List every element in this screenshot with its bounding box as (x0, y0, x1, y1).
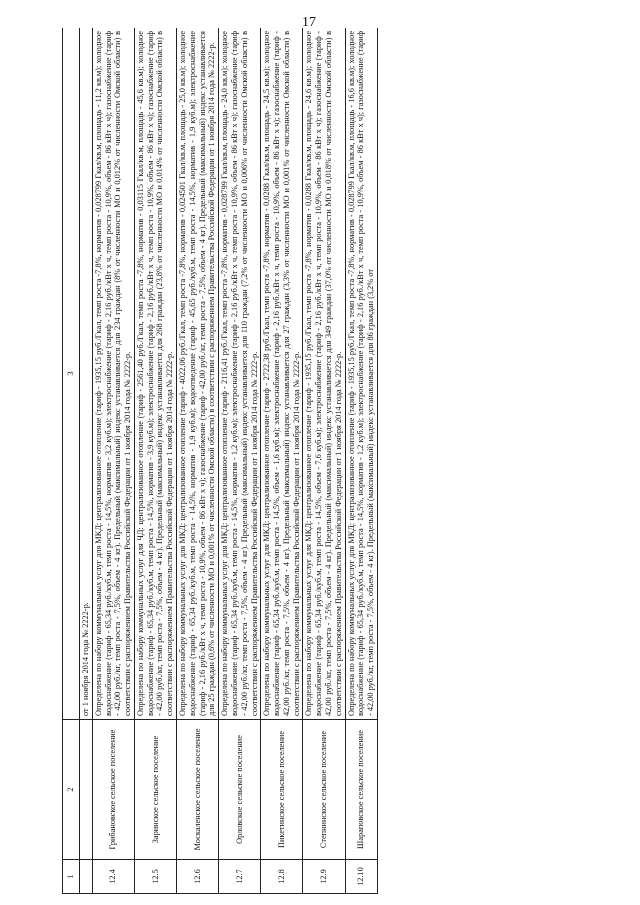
table-row (345, 28, 377, 894)
table-header-row (63, 28, 80, 894)
row-description: Определена по набору коммунальных услуг для МКД: централизованное отопление (тариф - 1935,15 руб./Гкал, темп роста -7,8%, норматив - 0,028799 Гкал/кв.м, площадь - 11,2 кв.м); холодное водоснабжение (тариф - 65,34 руб./куб.м, темп роста - 14,5%, норматив - 3,2 куб.м); электроснабжение (тариф - 2,16 руб./кВт х ч, темп роста - 10,9%, объем - 86 кВт х ч); газоснабжение (тариф - 42,00 руб./кг, темп роста - 7,5%, объем - 4 кг). Предельный (максимальный) индекс устанавливается для 234 граждан (8% от численности МО и 0,012% от численности Омской области) в соответствии с распоряжением Правительства Российской Федерации от 1 ноября 2014 года № 2222-р. (92, 28, 134, 720)
settlement-name: Москаленское сельское поселение (177, 720, 219, 860)
continuation-row (80, 28, 93, 894)
column-header-3: 3 (63, 28, 80, 720)
settlement-name: Орловское сельское поселение (219, 720, 261, 860)
row-description: Определена по набору коммунальных услуг для МКД: централизованное отопление (тариф - 1935,15 руб./Гкал, темп роста -7,8%, норматив - 0,0288 Гкал/кв.м, площадь - 24,6 кв.м); холодное водоснабжение (тариф - 65,34 руб./куб.м, темп роста - 14,5%, объем - 7,6 куб.м); электроснабжение (тариф - 2,16 руб./кВт х ч, темп роста - 10,9%, объем - 86 кВт х ч); газоснабжение (тариф - 42,00 руб./кг, темп роста - 7,5%, объем - 4 кг). Предельный (максимальный) индекс устанавливается для 349 граждан (37,0% от численности МО и 0,018% от численности Омской области) в соответствии с распоряжением Правительства Российской Федерации от 1 ноября 2014 года № 2222-р. (303, 28, 345, 720)
row-number: 12.6 (177, 860, 219, 894)
column-header-1: 1 (63, 860, 80, 894)
table-row (177, 28, 219, 894)
settlement-name: Степнинское сельское поселение (303, 720, 345, 860)
table-row (303, 28, 345, 894)
row-number: 12.4 (92, 860, 134, 894)
rotated-page-content (62, 28, 610, 894)
row-description: Определена по набору коммунальных услуг для МКД: централизованное отопление (тариф - 2722,38 руб./Гкал, темп роста -7,8%, норматив - 0,0288 Гкал/кв.м, площадь - 24,5 кв.м); холодное водоснабжение (тариф - 65,34 руб./куб.м, темп роста - 14,5%, объем - 1,6 куб.м); электроснабжение (тариф - 2,16 руб./кВт х ч, темп роста - 10,9%, объем - 86 кВт х ч); газоснабжение (тариф - 42,00 руб./кг, темп роста - 7,5%, объем - 4 кг). Предельный (максимальный) индекс устанавливается для 27 граждан (3,3% от численности МО и 0,001% от численности Омской области) в соответствии с распоряжением Правительства Российской Федерации от 1 ноября 2014 года № 2222-р. (261, 28, 303, 720)
rotated-table-container (62, 28, 610, 894)
row-description: Определена по набору коммунальных услуг для МКД: централизованное отопление (тариф - 1935,15 руб./Гкал, темп роста -7,8%, норматив - 0,028799 Гкал/кв.м, площадь - 16,6 кв.м); холодное водоснабжение (тариф - 65,34 руб./куб.м, темп роста - 14,5%, норматив - 1,2 куб.м); электроснабжение (тариф - 2,16 руб./кВт х ч, темп роста - 10,9%, объем - 86 кВт х ч); газоснабжение (тариф - 42,00 руб./кг, темп роста - 7,5%, объем - 4 кг). Предельный (максимальный) индекс устанавливается для 86 граждан (3,2% от (345, 28, 377, 720)
row-number: 12.9 (303, 860, 345, 894)
table-row (134, 28, 176, 894)
column-header-2: 2 (63, 720, 80, 860)
settlement-name: Заринское сельское поселение (134, 720, 176, 860)
row-number: 12.5 (134, 860, 176, 894)
table-row (92, 28, 134, 894)
table-row (261, 28, 303, 894)
continuation-num-cell (80, 860, 93, 894)
settlement-name: Шараповское сельское поселение (345, 720, 377, 860)
row-number: 12.7 (219, 860, 261, 894)
page-number: 17 (302, 15, 316, 30)
row-description: Определена по набору коммунальных услуг для ЧД: централизованное отопление (тариф - 2561,40 руб./Гкал, темп роста -7,8%, норматив - 0,03115 Гкал/кв.м, площадь - 45,6 кв.м); холодное водоснабжение (тариф - 65,34 руб./куб.м, темп роста - 14,5%, норматив - 3,9 куб.м); электроснабжение (тариф - 2,16 руб./кВт х ч, темп роста - 10,9%, объем - 86 кВт х ч); газоснабжение (тариф - 42,00 руб./кг, темп роста - 7,5%, объем - 4 кг). Предельный (максимальный) индекс устанавливается для 268 граждан (23,8% от численности МО и 0,014% от численности Омской области) в соответствии с распоряжением Правительства Российской Федерации от 1 ноября 2014 года № 2222-р. (134, 28, 176, 720)
settlement-name: Грибановское сельское поселение (92, 720, 134, 860)
row-number: 12.10 (345, 860, 377, 894)
settlement-name: Пикетинское сельское поселение (261, 720, 303, 860)
row-description: Определена по набору коммунальных услуг для МКД: централизованное отопление (тариф - 2116,41 руб./Гкал, темп роста -7,8%, норматив - 0,028799 Гкал/кв.м, площадь - 24,0 кв.м); холодное водоснабжение (тариф - 65,34 руб./куб.м, темп роста - 14,5%, норматив - 1,2 куб.м); электроснабжение (тариф - 2,16 руб./кВт х ч, темп роста - 10,9%, объем - 86 кВт х ч); газоснабжение (тариф - 42,00 руб./кг, темп роста - 7,5%, объем - 4 кг). Предельный (максимальный) индекс устанавливается для 110 граждан (7,2% от численности МО и 0,006% от численности Омской области) в соответствии с распоряжением Правительства Российской Федерации от 1 ноября 2014 года № 2222-р. (219, 28, 261, 720)
continuation-name-cell (80, 720, 93, 860)
index-table (62, 28, 378, 894)
row-description: Определена по набору коммунальных услуг для МКД: централизованное отопление (тариф - 4022,06 руб./Гкал, темп роста -7,8%, норматив - 0,024501 Гкал/кв.м, площадь - 25,0 кв.м); холодное водоснабжение (тариф - 65,34 руб./куб.м, темп роста - 14,5%, норматив - 1,9 куб.м); водоотведение (тариф - 45,65 руб./куб.м, темп роста - 14,5%, норматив - 1,9 куб.м); электроснабжение (тариф - 2,16 руб./кВт х ч, темп роста - 10,9%, объем - 86 кВт х ч); газоснабжение (тариф - 42,00 руб./кг, темп роста - 7,5%, объем - 4 кг). Предельный (максимальный) индекс устанавливается для 25 граждан (0,6% от численности МО и 0,001% от численности Омской области) в соответствии с распоряжением Правительства Российской Федерации от 1 ноября 2014 года № 2222-р. (177, 28, 219, 720)
continuation-text: от 1 ноября 2014 года № 2222-р. (80, 28, 93, 720)
table-row (219, 28, 261, 894)
row-number: 12.8 (261, 860, 303, 894)
